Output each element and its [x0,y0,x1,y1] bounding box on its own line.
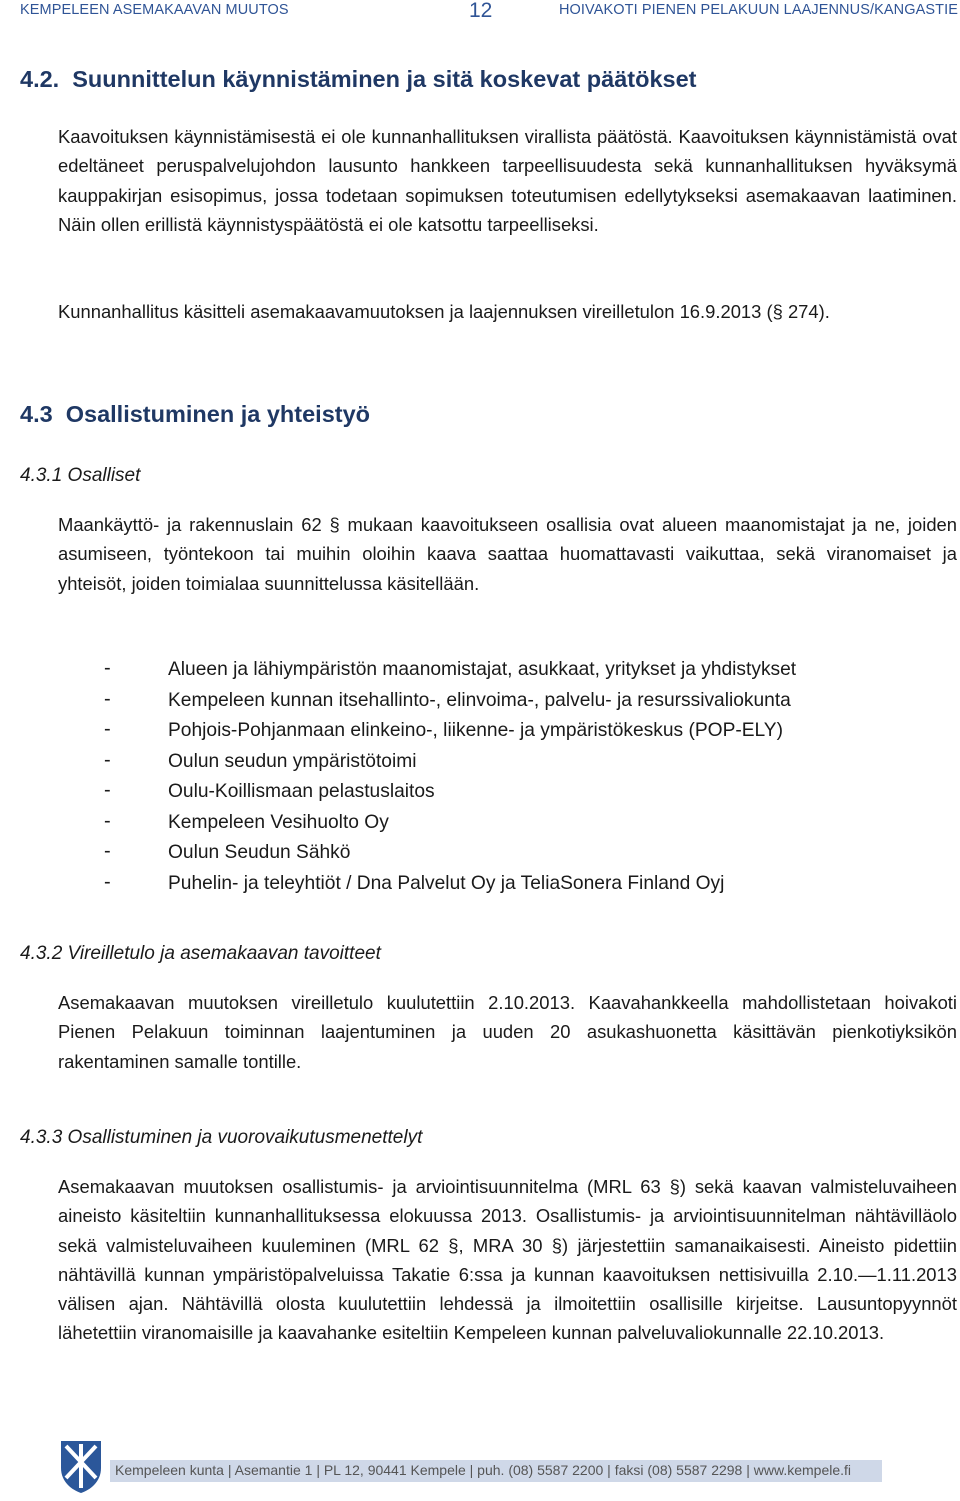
footer-contact-text: Kempeleen kunta | Asemantie 1 | PL 12, 90441 Kempele | puh. (08) 5587 2200 | faksi (08) 5587 2298 | www.kempele.fi [115,1462,852,1478]
section-4-3-3-heading: 4.3.3 Osallistuminen ja vuorovaikutusmenettelyt [20,1127,423,1148]
list-dash: - [104,718,111,740]
list-dash: - [104,688,111,710]
list-dash: - [104,749,111,771]
header-right: HOIVAKOTI PIENEN PELAKUUN LAAJENNUS/KANGASTIE [558,2,958,18]
section-4-3-3-paragraph: Asemakaavan muutoksen osallistumis- ja arviointisuunnitelma (MRL 63 §) sekä kaavan valmisteluvaiheen aineisto käsiteltiin kunnanhallituksessa elokuussa 2013. Osallistumis- ja arviointisuunnitelman nähtävilläolo sekä valmisteluvaiheen kuuleminen (MRL 62 §, MRA 30 §) järjestettiin samanaikaisesti. Aineisto pidettiin nähtävillä kunnan ympäristöpalveluissa Takatie 6:ssa ja kunnan kaavoituksen nettisivuilla 2.10.—1.11.2013 välisen ajan. Nähtävillä olosta kuulutettiin lehdessä ja ilmoitettiin osallisille kirjeitse. Lausuntopyynnöt lähetettiin viranomaisille ja kaavahanke esiteltiin Kempeleen kunnan palveluvaliokunnalle 22.10.2013. [58,1176,957,1344]
list-item: Kempeleen Vesihuolto Oy [168,812,389,833]
page-number: 12 [469,0,493,22]
kempele-logo-icon [58,1438,104,1494]
list-dash: - [104,657,111,679]
list-item: Oulun Seudun Sähkö [168,842,351,863]
list-item: Kempeleen kunnan itsehallinto-, elinvoima-, palvelu- ja resurssivaliokunta [168,690,791,711]
list-dash: - [104,871,111,893]
section-4-2-heading: 4.2. Suunnittelun käynnistäminen ja sitä koskevat päätökset [20,66,697,92]
section-4-3-2-heading: 4.3.2 Vireilletulo ja asemakaavan tavoitteet [20,943,381,964]
section-4-3-1-paragraph: Maankäyttö- ja rakennuslain 62 § mukaan kaavoitukseen osallisia ovat alueen maanomistajat ja ne, joiden asumiseen, työntekoon tai muihin oloihin kaava saattaa huomattavasti vaikuttaa, sekä viranomaiset ja yhteisöt, joiden toimialaa suunnittelussa käsitellään. [58,514,957,594]
section-4-3-2-paragraph: Asemakaavan muutoksen vireilletulo kuulutettiin 2.10.2013. Kaavahankkeella mahdollistetaan hoivakoti Pienen Pelakuun toiminnan laajentuminen ja uuden 20 asukashuonetta käsittävän pienkotiyksikön rakentaminen samalle tontille. [58,992,957,1072]
page-footer [0,1432,960,1501]
section-4-2-paragraph-2: Kunnanhallitus käsitteli asemakaavamuutoksen ja laajennuksen vireilletulon 16.9.2013 (§ 274). [58,301,830,322]
section-4-3-1-heading: 4.3.1 Osalliset [20,465,141,486]
list-item: Oulu-Koillismaan pelastuslaitos [168,781,435,802]
list-dash: - [104,810,111,832]
list-dash: - [104,840,111,862]
list-item: Pohjois-Pohjanmaan elinkeino-, liikenne- ja ympäristökeskus (POP-ELY) [168,720,783,741]
section-4-2-paragraph-1: Kaavoituksen käynnistämisestä ei ole kunnanhallituksen virallista päätöstä. Kaavoituksen käynnistämistä ovat edeltäneet peruspalvelujohdon lausunto hankkeen tarpeellisuudesta sekä kunnanhallituksen hyväksymä kauppakirjan esisopimus, jossa todetaan sopimuksen toteutumisen edellytykseksi asemakaavan laatiminen. Näin ollen erillistä käynnistyspäätöstä ei ole katsottu tarpeelliseksi. [58,126,957,235]
section-4-3-heading: 4.3 Osallistuminen ja yhteistyö [20,401,371,427]
list-item: Alueen ja lähiympäristön maanomistajat, asukkaat, yritykset ja yhdistykset [168,659,797,680]
list-dash: - [104,779,111,801]
list-item: Oulun seudun ympäristötoimi [168,751,417,772]
header-left: KEMPELEEN ASEMAKAAVAN MUUTOS [20,2,289,18]
list-item: Puhelin- ja teleyhtiöt / Dna Palvelut Oy ja TeliaSonera Finland Oyj [168,873,725,894]
